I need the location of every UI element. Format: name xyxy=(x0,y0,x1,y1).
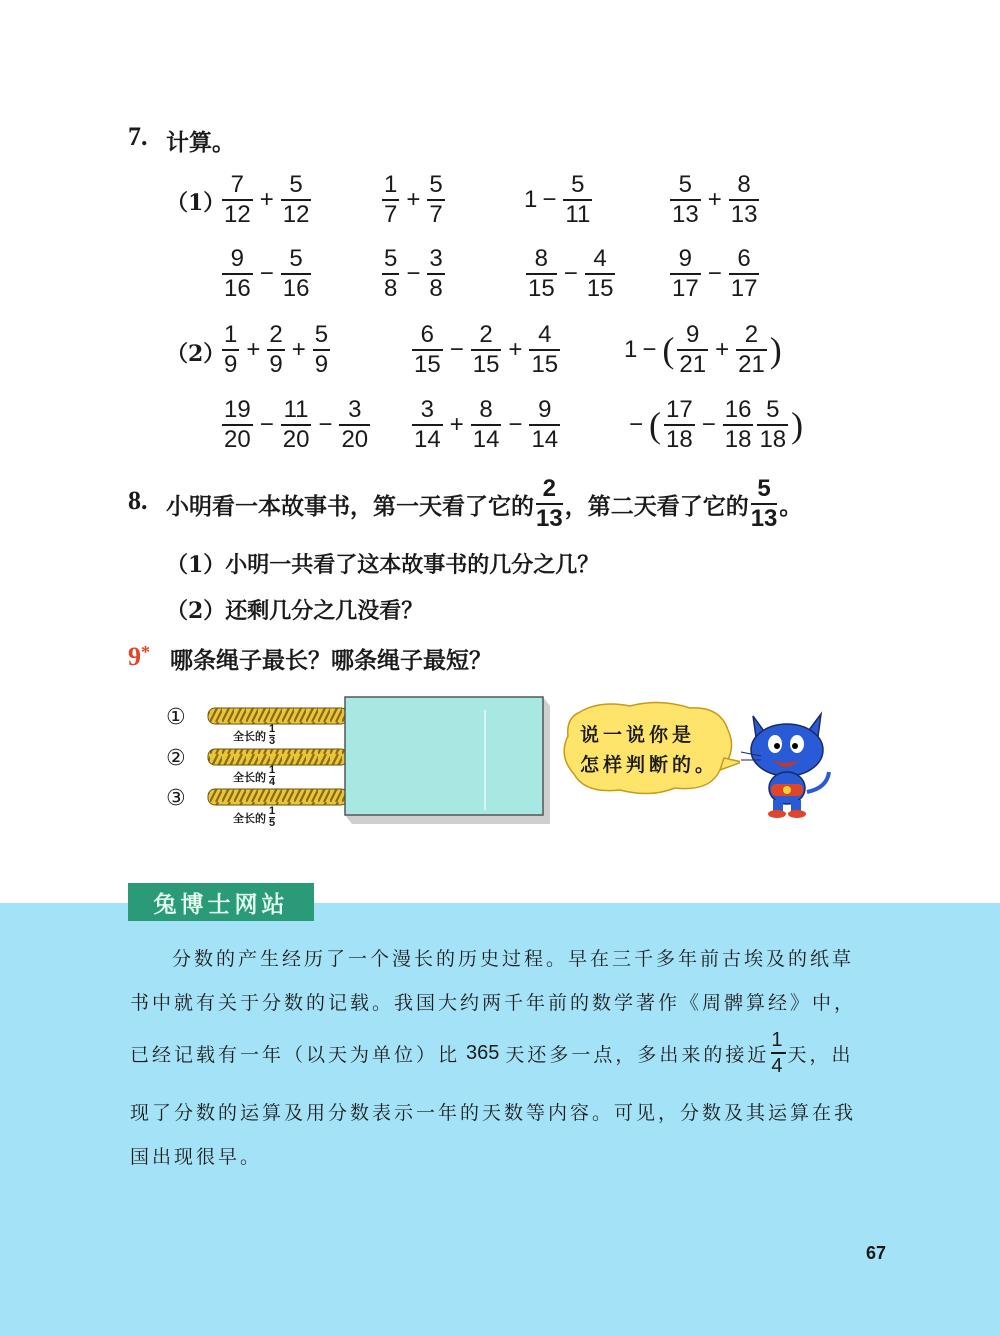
expression-p1-r1-3 xyxy=(524,170,594,230)
page-number: 67 xyxy=(866,1243,887,1263)
part-1-label: （1） xyxy=(166,190,226,216)
fraction-p2-r2-3-c-numerator: 5 xyxy=(766,396,780,423)
q8-text-b: ，第二天看了它的 xyxy=(564,492,749,520)
website-frac-denominator: 4 xyxy=(771,1052,785,1076)
fraction-p2-r1-2-c-denominator: 15 xyxy=(531,351,559,378)
rope-3-fraction xyxy=(269,806,275,829)
operator-p2-r1-2-op1: − xyxy=(449,336,464,363)
fraction-p2-r2-1-a-numerator: 19 xyxy=(224,396,251,423)
fraction-p2-r2-3-b xyxy=(723,398,754,452)
rope-3 xyxy=(208,789,348,805)
question-8-number: 8. xyxy=(128,486,148,515)
fraction-p1-r2-3-a xyxy=(526,247,557,301)
fraction-p2-r1-2-a-numerator: 6 xyxy=(420,321,435,348)
fraction-p1-r2-3-a-denominator: 15 xyxy=(528,275,555,302)
fraction-p2-r1-1-c-numerator: 5 xyxy=(314,321,329,348)
fraction-p2-r2-2-c xyxy=(529,398,560,452)
operator-p1-r1-4-op: + xyxy=(707,186,722,213)
fraction-p2-r1-3-a-numerator: 9 xyxy=(686,321,700,348)
fraction-p2-r1-3-a-denominator: 21 xyxy=(679,351,707,378)
expression-p1-r2-4 xyxy=(668,244,761,304)
q9-star-mark: * xyxy=(141,642,150,662)
paren-p2-r2-3-lp: ( xyxy=(649,405,662,445)
fraction-p1-r1-4-b-denominator: 13 xyxy=(730,201,758,228)
paren-p2-r2-3-rp: ) xyxy=(791,405,804,445)
fraction-p1-r1-1-b xyxy=(281,173,312,227)
fraction-p1-r2-3-b-numerator: 4 xyxy=(593,245,607,272)
fraction-p1-r2-3-b xyxy=(585,247,616,301)
covering-box xyxy=(345,697,550,824)
rope-1-marker: ① xyxy=(166,705,186,730)
fraction-p2-r1-2-b xyxy=(471,323,502,377)
fraction-p1-r2-2-b-numerator: 3 xyxy=(429,245,443,272)
website-line-3-a: 已经记载有一年（以天为单位）比 xyxy=(130,1043,461,1066)
fraction-p2-r2-1-a-denominator: 20 xyxy=(224,426,251,453)
fraction-p2-r2-1-c-numerator: 3 xyxy=(348,396,362,423)
fraction-p2-r1-2-a xyxy=(412,323,443,377)
fraction-p1-r1-2-a xyxy=(382,173,399,227)
bubble-line-2: 怎样判断的。 xyxy=(580,754,719,776)
operator-p2-r1-1-op2: + xyxy=(291,336,306,363)
operator-p1-r2-4-op: − xyxy=(707,260,722,287)
operator-p2-r1-3-op1: + xyxy=(715,336,730,363)
fraction-p1-r1-4-a-numerator: 5 xyxy=(678,171,693,198)
expression-p2-r2-3 xyxy=(624,395,804,455)
fraction-p2-r1-2-c xyxy=(529,323,560,377)
q8-subquestion-1: （1）小明一共看了这本故事书的几分之几？ xyxy=(166,552,600,578)
fraction-p1-r1-1-b-numerator: 5 xyxy=(289,171,303,198)
fraction-p1-r2-3-b-denominator: 15 xyxy=(586,275,614,302)
expression-p2-r1-1 xyxy=(220,320,332,380)
fraction-p2-r2-2-c-denominator: 14 xyxy=(531,426,559,453)
fraction-p1-r1-1-a-numerator: 7 xyxy=(230,171,245,198)
fraction-p2-r1-1-a xyxy=(222,323,239,377)
fraction-p2-r2-1-b xyxy=(281,398,312,452)
operator-p1-r2-2-op: − xyxy=(406,260,421,287)
q8-subquestion-2: （2）还剩几分之几没看？ xyxy=(166,598,424,624)
expression-p1-r2-3 xyxy=(524,244,617,304)
website-line-4: 现了分数的运算及用分数表示一年的天数等内容。可见，分数及其运算在我 xyxy=(130,1102,857,1124)
rope-2-frac-denominator: 4 xyxy=(269,776,276,788)
fraction-p2-r2-2-a-numerator: 3 xyxy=(420,396,435,423)
fraction-p1-r2-1-a-denominator: 16 xyxy=(224,275,251,302)
fraction-p2-r2-3-b-numerator: 16 xyxy=(724,396,752,423)
fraction-p1-r1-2-a-denominator: 7 xyxy=(384,201,398,228)
fraction-p2-r2-2-b-numerator: 8 xyxy=(479,396,493,423)
fraction-p1-r1-3-b-denominator: 11 xyxy=(565,201,591,228)
operator-p2-r2-3-op0: − xyxy=(629,411,644,438)
rope-1-fraction xyxy=(269,724,275,747)
fraction-p2-r2-2-b xyxy=(471,398,502,452)
fraction-p2-r1-3-b xyxy=(736,323,767,377)
website-line-3-fraction xyxy=(771,1030,785,1076)
operator-p1-r1-2-op: + xyxy=(406,186,421,213)
fraction-p1-r2-4-a-numerator: 9 xyxy=(678,245,693,272)
operator-p2-r1-1-op1: + xyxy=(246,336,261,363)
fraction-p1-r2-1-b-denominator: 16 xyxy=(282,275,310,302)
fraction-p1-r2-2-a xyxy=(382,247,399,301)
rope-1 xyxy=(208,708,348,724)
fraction-p1-r2-2-a-denominator: 8 xyxy=(384,275,398,302)
fraction-p1-r1-4-a-denominator: 13 xyxy=(672,201,699,228)
question-7-title: 计算。 xyxy=(166,129,235,156)
fraction-p2-r2-1-b-denominator: 20 xyxy=(282,426,310,453)
fraction-p2-r2-1-a xyxy=(222,398,253,452)
expression-p1-r1-2 xyxy=(380,170,447,230)
rope-2-marker: ② xyxy=(166,746,186,771)
fraction-p1-r2-2-b-denominator: 8 xyxy=(429,275,443,302)
fraction-p1-r2-2-b xyxy=(427,247,444,301)
fraction-p2-r2-3-b-denominator: 18 xyxy=(724,426,752,453)
fraction-p2-r2-3-c-denominator: 18 xyxy=(759,426,787,453)
expression-p2-r2-1 xyxy=(220,395,372,455)
operator-p2-r2-1-op2: − xyxy=(318,411,333,438)
paren-p2-r1-3-lp: ( xyxy=(662,330,675,370)
fraction-p1-r1-4-b xyxy=(729,173,760,227)
operator-p2-r1-3-op0: − xyxy=(642,336,657,363)
fraction-p2-r1-1-b xyxy=(267,323,284,377)
fraction-p1-r1-1-a-denominator: 12 xyxy=(224,201,251,228)
bubble-line-1: 说一说你是 xyxy=(580,724,696,746)
number-p2-r1-3: 1 xyxy=(624,336,638,363)
rope-2-frac-numerator: 1 xyxy=(269,764,276,776)
fraction-p1-r1-1-b-denominator: 12 xyxy=(282,201,310,228)
rope-3-label-text: 全长的 xyxy=(233,811,266,825)
fraction-p1-r1-1-a xyxy=(222,173,253,227)
rope-1-frac-denominator: 3 xyxy=(269,735,276,747)
fraction-p2-r2-2-b-denominator: 14 xyxy=(472,426,500,453)
website-frac-numerator: 1 xyxy=(771,1029,786,1051)
fraction-p1-r2-2-a-numerator: 5 xyxy=(384,245,398,272)
rope-2-fraction xyxy=(269,765,275,788)
rope-2 xyxy=(208,749,348,765)
rope-illustration xyxy=(150,690,570,840)
website-line-1: 分数的产生经历了一个漫长的历史过程。早在三千多年前古埃及的纸草 xyxy=(172,948,855,970)
fraction-p2-r1-1-a-numerator: 1 xyxy=(224,321,238,348)
rope-3-label xyxy=(233,806,275,829)
expression-p1-r2-2 xyxy=(380,244,447,304)
expression-p1-r1-4 xyxy=(668,170,761,230)
fraction-p2-r2-2-a xyxy=(412,398,443,452)
operator-p2-r1-2-op2: + xyxy=(508,336,523,363)
operator-p2-r2-3-op1: − xyxy=(701,411,716,438)
fraction-p1-r2-1-a xyxy=(222,247,253,301)
q8-frac1-numerator: 2 xyxy=(542,475,557,502)
fraction-p2-r1-1-a-denominator: 9 xyxy=(224,351,238,378)
operator-p2-r2-2-op2: − xyxy=(508,411,523,438)
expression-p2-r2-2 xyxy=(410,395,562,455)
expression-p2-r1-3 xyxy=(624,320,783,380)
fraction-p1-r2-3-a-numerator: 8 xyxy=(534,245,549,272)
fraction-p1-r1-2-a-numerator: 1 xyxy=(384,171,398,198)
operator-p1-r2-1-op: − xyxy=(259,260,274,287)
q8-fraction-2 xyxy=(751,477,778,531)
website-line-3-number: 365 xyxy=(466,1041,500,1064)
fraction-p2-r2-2-c-numerator: 9 xyxy=(538,396,552,423)
fraction-p1-r1-2-b xyxy=(427,173,444,227)
part-2-label: （2） xyxy=(166,341,226,367)
expression-p1-r1-1 xyxy=(220,170,313,230)
q8-fraction-1 xyxy=(536,477,563,531)
fraction-p1-r2-1-b xyxy=(281,247,312,301)
rope-1-frac-numerator: 1 xyxy=(269,723,276,735)
fraction-p2-r1-3-a xyxy=(677,323,708,377)
paren-p2-r1-3-rp: ) xyxy=(769,330,782,370)
fraction-p1-r2-4-a xyxy=(670,247,701,301)
fraction-p2-r2-3-a xyxy=(664,398,695,452)
website-line-3-c: 天，出 xyxy=(787,1043,854,1066)
website-line-2: 书中就有关于分数的记载。我国大约两千年前的数学著作《周髀算经》中， xyxy=(130,992,857,1014)
fraction-p1-r1-4-a xyxy=(670,173,701,227)
rope-2-label xyxy=(233,765,275,788)
fraction-p1-r2-4-b-denominator: 17 xyxy=(730,275,758,302)
rope-3-frac-numerator: 1 xyxy=(269,805,276,817)
fraction-p2-r1-2-c-numerator: 4 xyxy=(538,321,552,348)
fraction-p1-r1-4-b-numerator: 8 xyxy=(737,171,751,198)
website-line-3 xyxy=(130,1030,854,1076)
q8-text-c: 。 xyxy=(779,492,803,520)
q8-frac2-numerator: 5 xyxy=(757,475,771,502)
fraction-p1-r1-3-b-numerator: 5 xyxy=(571,171,585,198)
operator-p1-r2-3-op: − xyxy=(563,260,578,287)
fraction-p1-r2-1-a-numerator: 9 xyxy=(230,245,245,272)
q8-text-a: 小明看一本故事书，第一天看了它的 xyxy=(166,492,534,520)
fraction-p1-r1-2-b-denominator: 7 xyxy=(429,201,443,228)
fraction-p2-r2-3-c xyxy=(757,398,788,452)
fraction-p2-r1-2-a-denominator: 15 xyxy=(414,351,441,378)
fraction-p2-r1-1-b-numerator: 2 xyxy=(269,321,283,348)
q8-frac1-denominator: 13 xyxy=(536,505,563,532)
fraction-p2-r1-1-b-denominator: 9 xyxy=(269,351,283,378)
rope-1-label xyxy=(233,724,275,747)
expression-p2-r1-2 xyxy=(410,320,562,380)
fraction-p1-r2-1-b-numerator: 5 xyxy=(289,245,303,272)
q9-number-digit: 9 xyxy=(128,642,141,671)
fraction-p2-r1-1-c-denominator: 9 xyxy=(314,351,329,378)
fraction-p2-r2-2-a-denominator: 14 xyxy=(414,426,441,453)
fraction-p2-r1-2-b-denominator: 15 xyxy=(472,351,500,378)
fraction-p1-r1-3-b xyxy=(563,173,592,227)
operator-p1-r1-3-op: − xyxy=(542,186,557,213)
fraction-p2-r2-1-b-numerator: 11 xyxy=(283,396,309,423)
fraction-p2-r2-1-c xyxy=(339,398,370,452)
website-title-tag: 兔博士网站 xyxy=(128,883,314,921)
cartoon-cat-mascot xyxy=(735,708,835,820)
fraction-p1-r2-4-b xyxy=(729,247,760,301)
website-line-5: 国出现很早。 xyxy=(130,1146,263,1168)
operator-p2-r2-1-op1: − xyxy=(259,411,274,438)
fraction-p2-r2-3-a-numerator: 17 xyxy=(666,396,693,423)
fraction-p2-r1-3-b-numerator: 2 xyxy=(744,321,759,348)
fraction-p2-r1-3-b-denominator: 21 xyxy=(738,351,765,378)
expression-p1-r2-1 xyxy=(220,244,313,304)
operator-p2-r2-2-op1: + xyxy=(449,411,464,438)
q8-frac2-denominator: 13 xyxy=(750,505,778,532)
rope-1-label-text: 全长的 xyxy=(233,729,266,743)
question-8-text xyxy=(166,476,802,532)
rope-3-frac-denominator: 5 xyxy=(269,817,276,829)
rope-3-marker: ③ xyxy=(166,786,186,811)
fraction-p2-r2-1-c-denominator: 20 xyxy=(341,426,369,453)
fraction-p2-r1-1-c xyxy=(313,323,330,377)
question-7-number: 7. xyxy=(128,122,148,151)
website-line-3-b: 天还多一点，多出来的接近 xyxy=(505,1043,770,1066)
fraction-p1-r1-2-b-numerator: 5 xyxy=(429,171,443,198)
number-p1-r1-3: 1 xyxy=(524,186,538,213)
fraction-p1-r2-4-a-denominator: 17 xyxy=(672,275,699,302)
rope-2-label-text: 全长的 xyxy=(233,770,266,784)
fraction-p2-r1-2-b-numerator: 2 xyxy=(479,321,493,348)
operator-p1-r1-1-op: + xyxy=(259,186,274,213)
question-9-number xyxy=(128,642,150,672)
fraction-p1-r2-4-b-numerator: 6 xyxy=(737,245,751,272)
question-9-text: 哪条绳子最长？哪条绳子最短？ xyxy=(170,647,492,674)
fraction-p2-r2-3-a-denominator: 18 xyxy=(666,426,693,453)
